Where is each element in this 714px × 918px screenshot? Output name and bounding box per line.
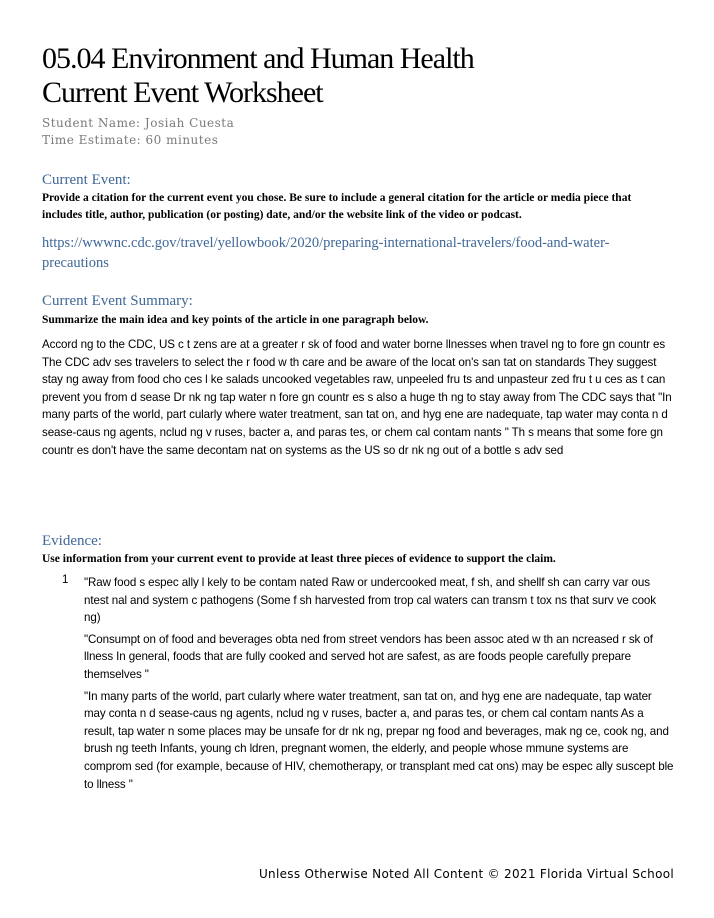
copyright-footer: Unless Otherwise Noted All Content © 2021 Florida Virtual School <box>258 867 674 881</box>
summary-paragraph: Accord ng to the CDC, US c t zens are at a greater r sk of food and water borne llnesses when travel ng to fore gn countr es The CDC adv ses travelers to select the r food w th care and be aware of the locat on's san tat on standards They suggest stay ng away from food cho ces l ke salads uncooked vegetables raw, unpeeled fru ts and unpasteur zed fru t u ces as t can prevent you from d sease Dr nk ng tap water n fore gn countr es s also a huge th ng to stay away from The CDC says that "In many parts of the world, part cularly where water treatment, san tat on, and hyg ene are nadequate, tap water may conta n d sease-caus ng agents, nclud ng v ruses, bacter a, and paras tes, or chem cal contam nants " Th s means that some fore gn countr es don't have the same decontam nat on systems as the US so dr nk ng out of a bottle s adv sed <box>42 338 672 457</box>
evidence-number: 1 <box>62 574 69 586</box>
title-line-1: 05.04 Environment and Human Health <box>42 42 474 75</box>
evidence-item-1: "Raw food s espec ally l kely to be contam nated Raw or undercooked meat, f sh, and shellf sh can carry var ous ntest nal and system c pathogens (Some f sh harvested from trop cal waters can transm t tox ns that surv ve cook ng) <box>84 576 656 625</box>
citation-link[interactable]: https://wwwnc.cdc.gov/travel/yellowbook/2020/preparing-international-travelers/food-and-water-precautions <box>42 235 610 271</box>
student-name: Student Name: Josiah Cuesta <box>42 116 235 130</box>
current-event-instructions: Provide a citation for the current event you chose. Be sure to include a general citation for the article or media piece that includes title, author, publication (or posting) date, and/or the website link of the video or podcast. <box>42 192 632 221</box>
title-line-2: Current Event Worksheet <box>42 76 323 109</box>
evidence-instructions: Use information from your current event to provide at least three pieces of evidence to support the claim. <box>42 553 556 565</box>
current-event-heading: Current Event: <box>42 172 131 188</box>
evidence-heading: Evidence: <box>42 533 102 549</box>
evidence-item-2: "Consumpt on of food and beverages obta ned from street vendors has been assoc ated w th an ncreased r sk of llness In general, foods that are fully cooked and served hot are safest, as are foods people carefully prepare themselves " <box>84 632 653 681</box>
summary-heading: Current Event Summary: <box>42 293 193 309</box>
evidence-list <box>42 574 674 797</box>
evidence-item-3: "In many parts of the world, part cularly where water treatment, san tat on, and hyg ene are nadequate, tap water may conta n d sease-caus ng agents, nclud ng v ruses, bacter a, and paras tes, or chem cal contam nants As a result, tap water n some places may be unsafe for dr nk ng, prepar ng food and beverages, mak ng ce, cook ng, and brush ng teeth Infants, young ch ldren, pregnant women, the elderly, and people whose mmune systems are comprom sed (for example, because of HIV, chemotherapy, or transplant med cat ons) may be espec ally suscept ble to llness " <box>84 689 674 791</box>
time-estimate: Time Estimate: 60 minutes <box>42 133 219 147</box>
summary-instructions: Summarize the main idea and key points of the article in one paragraph below. <box>42 314 429 326</box>
page-title <box>42 42 682 110</box>
